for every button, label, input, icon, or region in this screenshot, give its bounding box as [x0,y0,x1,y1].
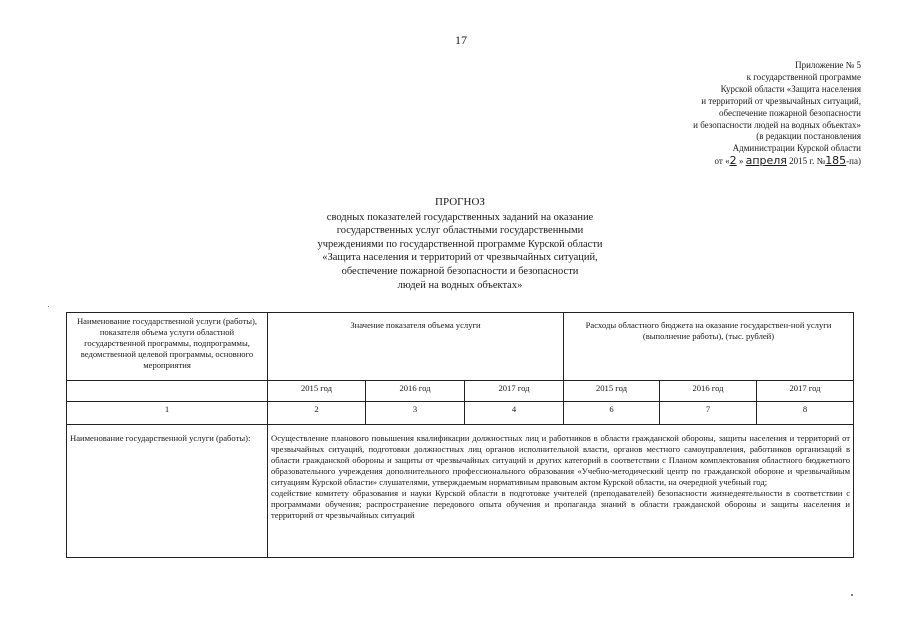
header-service-name: Наименование государственной услуги (работы), показателя объема услуги областной государственной программы, подпрограммы, ведомственной целевой программы, основного мероприятия [67,313,268,381]
title-line: людей на водных объектах» [397,279,523,291]
service-description: Осуществление планового повышения квалификации должностных лиц и работников в области гражданской обороны, защиты населения и территорий от чрезвычайных ситуаций, подготовки должностных лиц органов исполнительной власти, органов местного самоуправления, работников организаций в области гражданской обороны и защиты от чрезвычайных ситуаций и других категорий в соответствии с Планом комплектования областного бюджетного образовательного учреждения дополнительного профессионального образования «Учебно-методический центр по гражданской обороне и чрезвычайным ситуациям Курской области» слушателями, утверждаемым нормативным правовым актом Курской области, на очередной учебный год; [271,433,851,487]
service-description-cell [268,425,854,558]
appendix-line: Администрации Курской области [732,143,861,154]
date-prefix: от « [714,156,730,167]
year-cell: 2016 год [660,381,757,402]
header-volume-indicator: Значение показателя объема услуги [268,313,564,381]
column-number: 6 [564,402,660,425]
appendix-line: Курской области «Защита населения [720,83,861,94]
year-cell: 2015 год [564,381,660,402]
year-cell: 2016 год [366,381,465,402]
appendix-date-line [601,155,861,168]
appendix-line: и территорий от чрезвычайных ситуаций, [701,95,861,106]
appendix-line: к государственной программе [746,71,861,82]
column-number: 4 [465,402,564,425]
column-number: 3 [366,402,465,425]
service-label: Наименование государственной услуги (работы): [67,425,268,558]
scan-speck [851,594,853,596]
date-suffix: -па) [846,156,861,167]
document-title [285,196,635,292]
title-line: обеспечение пожарной безопасности и безопасности [341,265,579,277]
table-row [67,425,854,558]
year-cell-empty [67,381,268,402]
year-cell: 2015 год [268,381,366,402]
title-line: «Защита населения и территорий от чрезвычайных ситуаций, [322,252,598,264]
date-mid: » [736,156,746,167]
appendix-line: Приложение № 5 [795,60,861,70]
service-description-2: содействие комитету образования и науки Курской области в подготовке учителей (преподавателей) безопасности жизнедеятельности в соответствии с программами обучения; распространение передового опыта обучения и пропаганда знаний в области гражданской обороны и защиты населения и территорий от чрезвычайных ситуаций [271,488,851,520]
decree-number: 185 [825,154,847,168]
title-line: государственных услуг областными государственными [336,225,584,237]
page-number: 17 [455,33,467,47]
year-cell: 2017 год [465,381,564,402]
date-day: 2 [729,154,737,168]
date-year: 2015 г. № [786,156,826,167]
title-main: ПРОГНОЗ [435,196,485,208]
column-number: 8 [757,402,854,425]
appendix-line: (в редакции постановления [756,131,861,142]
scan-speck [48,306,49,307]
column-number: 7 [660,402,757,425]
appendix-line: и безопасности людей на водных объектах» [693,119,861,130]
year-cell: 2017 год [757,381,854,402]
column-number: 1 [67,402,268,425]
prognoz-table [66,312,854,558]
appendix-block [601,60,861,168]
appendix-line: обеспечение пожарной безопасности [718,107,861,118]
column-number: 2 [268,402,366,425]
table-year-row [67,381,854,402]
date-month: апреля [745,154,787,168]
title-line: учреждениями по государственной программе Курской области [317,238,603,250]
title-line: сводных показателей государственных заданий на оказание [326,211,594,223]
header-budget-expenses: Расходы областного бюджета на оказание государствен-ной услуги (выполнение работы), (тыс. рублей) [564,313,854,381]
table-header-row [67,313,854,381]
table-number-row [67,402,854,425]
